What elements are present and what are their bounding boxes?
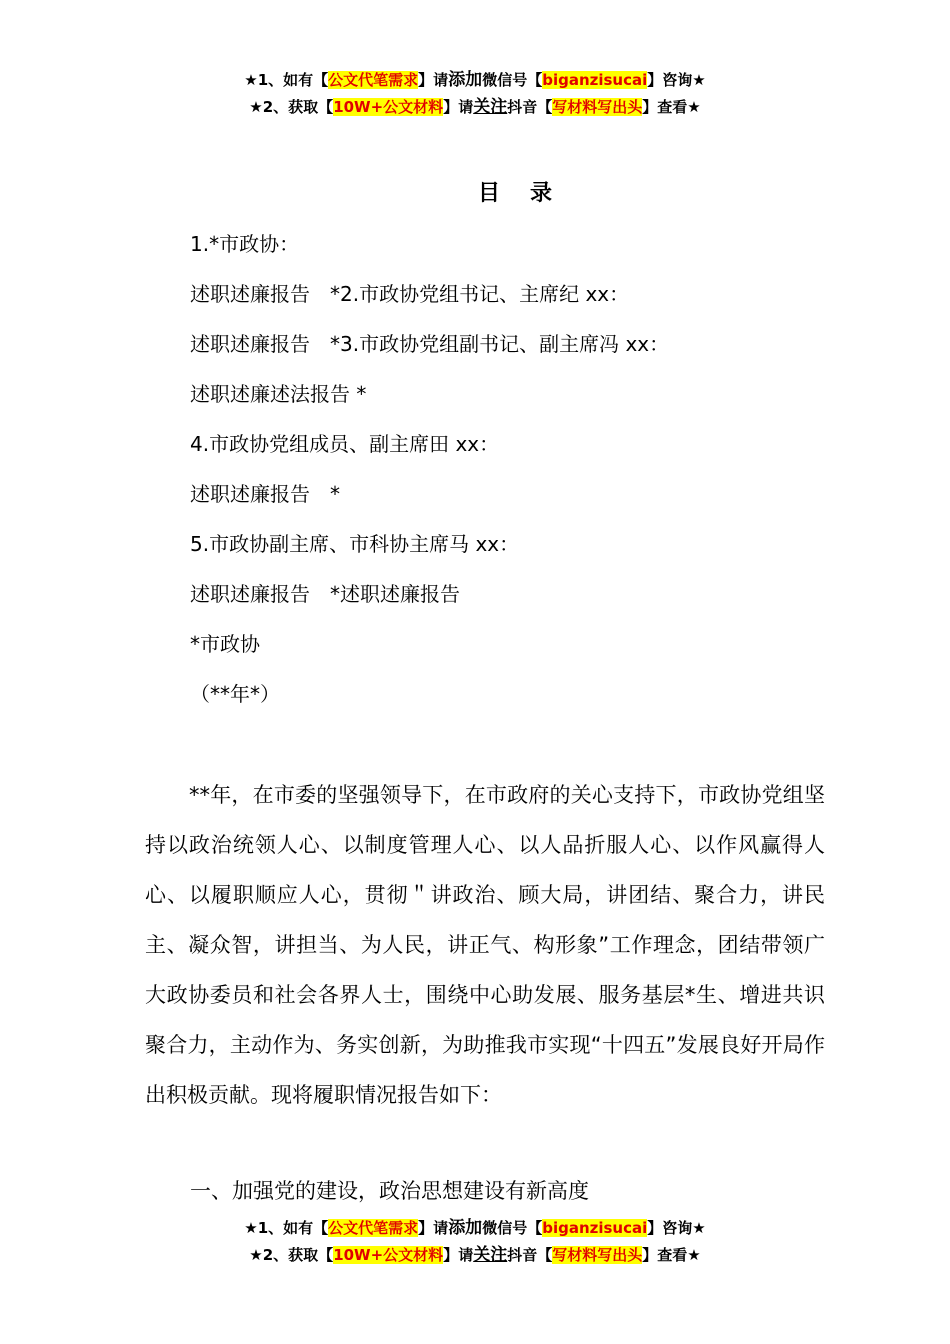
banner-text: ★1、如有【 <box>244 71 329 89</box>
banner-highlight: 10W+公文材料 <box>333 98 444 116</box>
banner-highlight: biganzisucai <box>542 71 648 89</box>
banner-text: 微信号【 <box>482 71 543 89</box>
toc-row: 述职述廉报告 *述职述廉报告 <box>190 582 460 606</box>
banner-text: 】请 <box>418 1219 449 1237</box>
report-body <box>145 770 825 1120</box>
banner-text: ★2、获取【 <box>249 1246 334 1264</box>
banner-highlight: 公文代笔需求 <box>328 71 419 89</box>
banner-highlight: biganzisucai <box>542 1219 648 1237</box>
banner-text: 微信号【 <box>482 1219 543 1237</box>
banner-emphasis: 添加 <box>448 70 483 90</box>
banner-text: ★1、如有【 <box>244 1219 329 1237</box>
toc-row: 述职述廉报告 *3.市政协党组副书记、副主席冯 xx： <box>190 332 670 356</box>
toc-row: 4.市政协党组成员、副主席田 xx： <box>190 432 500 456</box>
banner-line-1 <box>0 67 950 94</box>
banner-text: 】咨询★ <box>647 1219 706 1237</box>
toc-row: 述职述廉报告 *2.市政协党组书记、主席纪 xx： <box>190 282 630 306</box>
banner-highlight: 写材料写出头 <box>552 98 643 116</box>
banner-line-2 <box>0 1242 950 1269</box>
banner-line-2 <box>0 94 950 121</box>
table-of-contents <box>190 224 830 724</box>
top-banner <box>0 67 950 121</box>
intro-paragraph: **年，在市委的坚强领导下，在市政府的关心支持下，市政协党组坚持以政治统领人心、以制度管理人心、以人品折服人心、以作风赢得人心、以履职顺应人心，贯彻＂讲政治、顾大局，讲团结、聚合力，讲民主、凝众智，讲担当、为人民，讲正气、构形象”工作理念，团结带领广大政协委员和社会各界人士，围绕中心助发展、服务基层*生、增进共识聚合力，主动作为、务实创新，为助推我市实现“十四五”发展良好开局作出积极贡献。现将履职情况报告如下： <box>145 783 825 1107</box>
banner-text: 】请 <box>418 71 449 89</box>
banner-text: 】请 <box>443 98 474 116</box>
banner-emphasis: 关注 <box>473 97 508 117</box>
banner-highlight: 10W+公文材料 <box>333 1246 444 1264</box>
banner-text: 抖音【 <box>507 1246 553 1264</box>
toc-row: 述职述廉述法报告 * <box>190 382 367 406</box>
bottom-banner <box>0 1215 950 1269</box>
banner-line-1 <box>0 1215 950 1242</box>
banner-emphasis: 添加 <box>448 1218 483 1238</box>
banner-emphasis: 关注 <box>473 1245 508 1265</box>
toc-row: *市政协 <box>190 632 260 656</box>
toc-row: 5.市政协副主席、市科协主席马 xx： <box>190 532 520 556</box>
banner-highlight: 写材料写出头 <box>552 1246 643 1264</box>
banner-highlight: 公文代笔需求 <box>328 1219 419 1237</box>
toc-row: （**年*） <box>190 682 280 706</box>
toc-title: 目录 <box>477 181 582 206</box>
toc-row: 述职述廉报告 * <box>190 482 340 506</box>
banner-text: 】请 <box>443 1246 474 1264</box>
banner-text: 】查看★ <box>642 1246 701 1264</box>
banner-text: 抖音【 <box>507 98 553 116</box>
section-heading: 一、加强党的建设，政治思想建设有新高度 <box>190 1179 589 1203</box>
banner-text: 】查看★ <box>642 98 701 116</box>
banner-text: 】咨询★ <box>647 71 706 89</box>
banner-text: ★2、获取【 <box>249 98 334 116</box>
toc-row: 1.*市政协： <box>190 232 300 256</box>
